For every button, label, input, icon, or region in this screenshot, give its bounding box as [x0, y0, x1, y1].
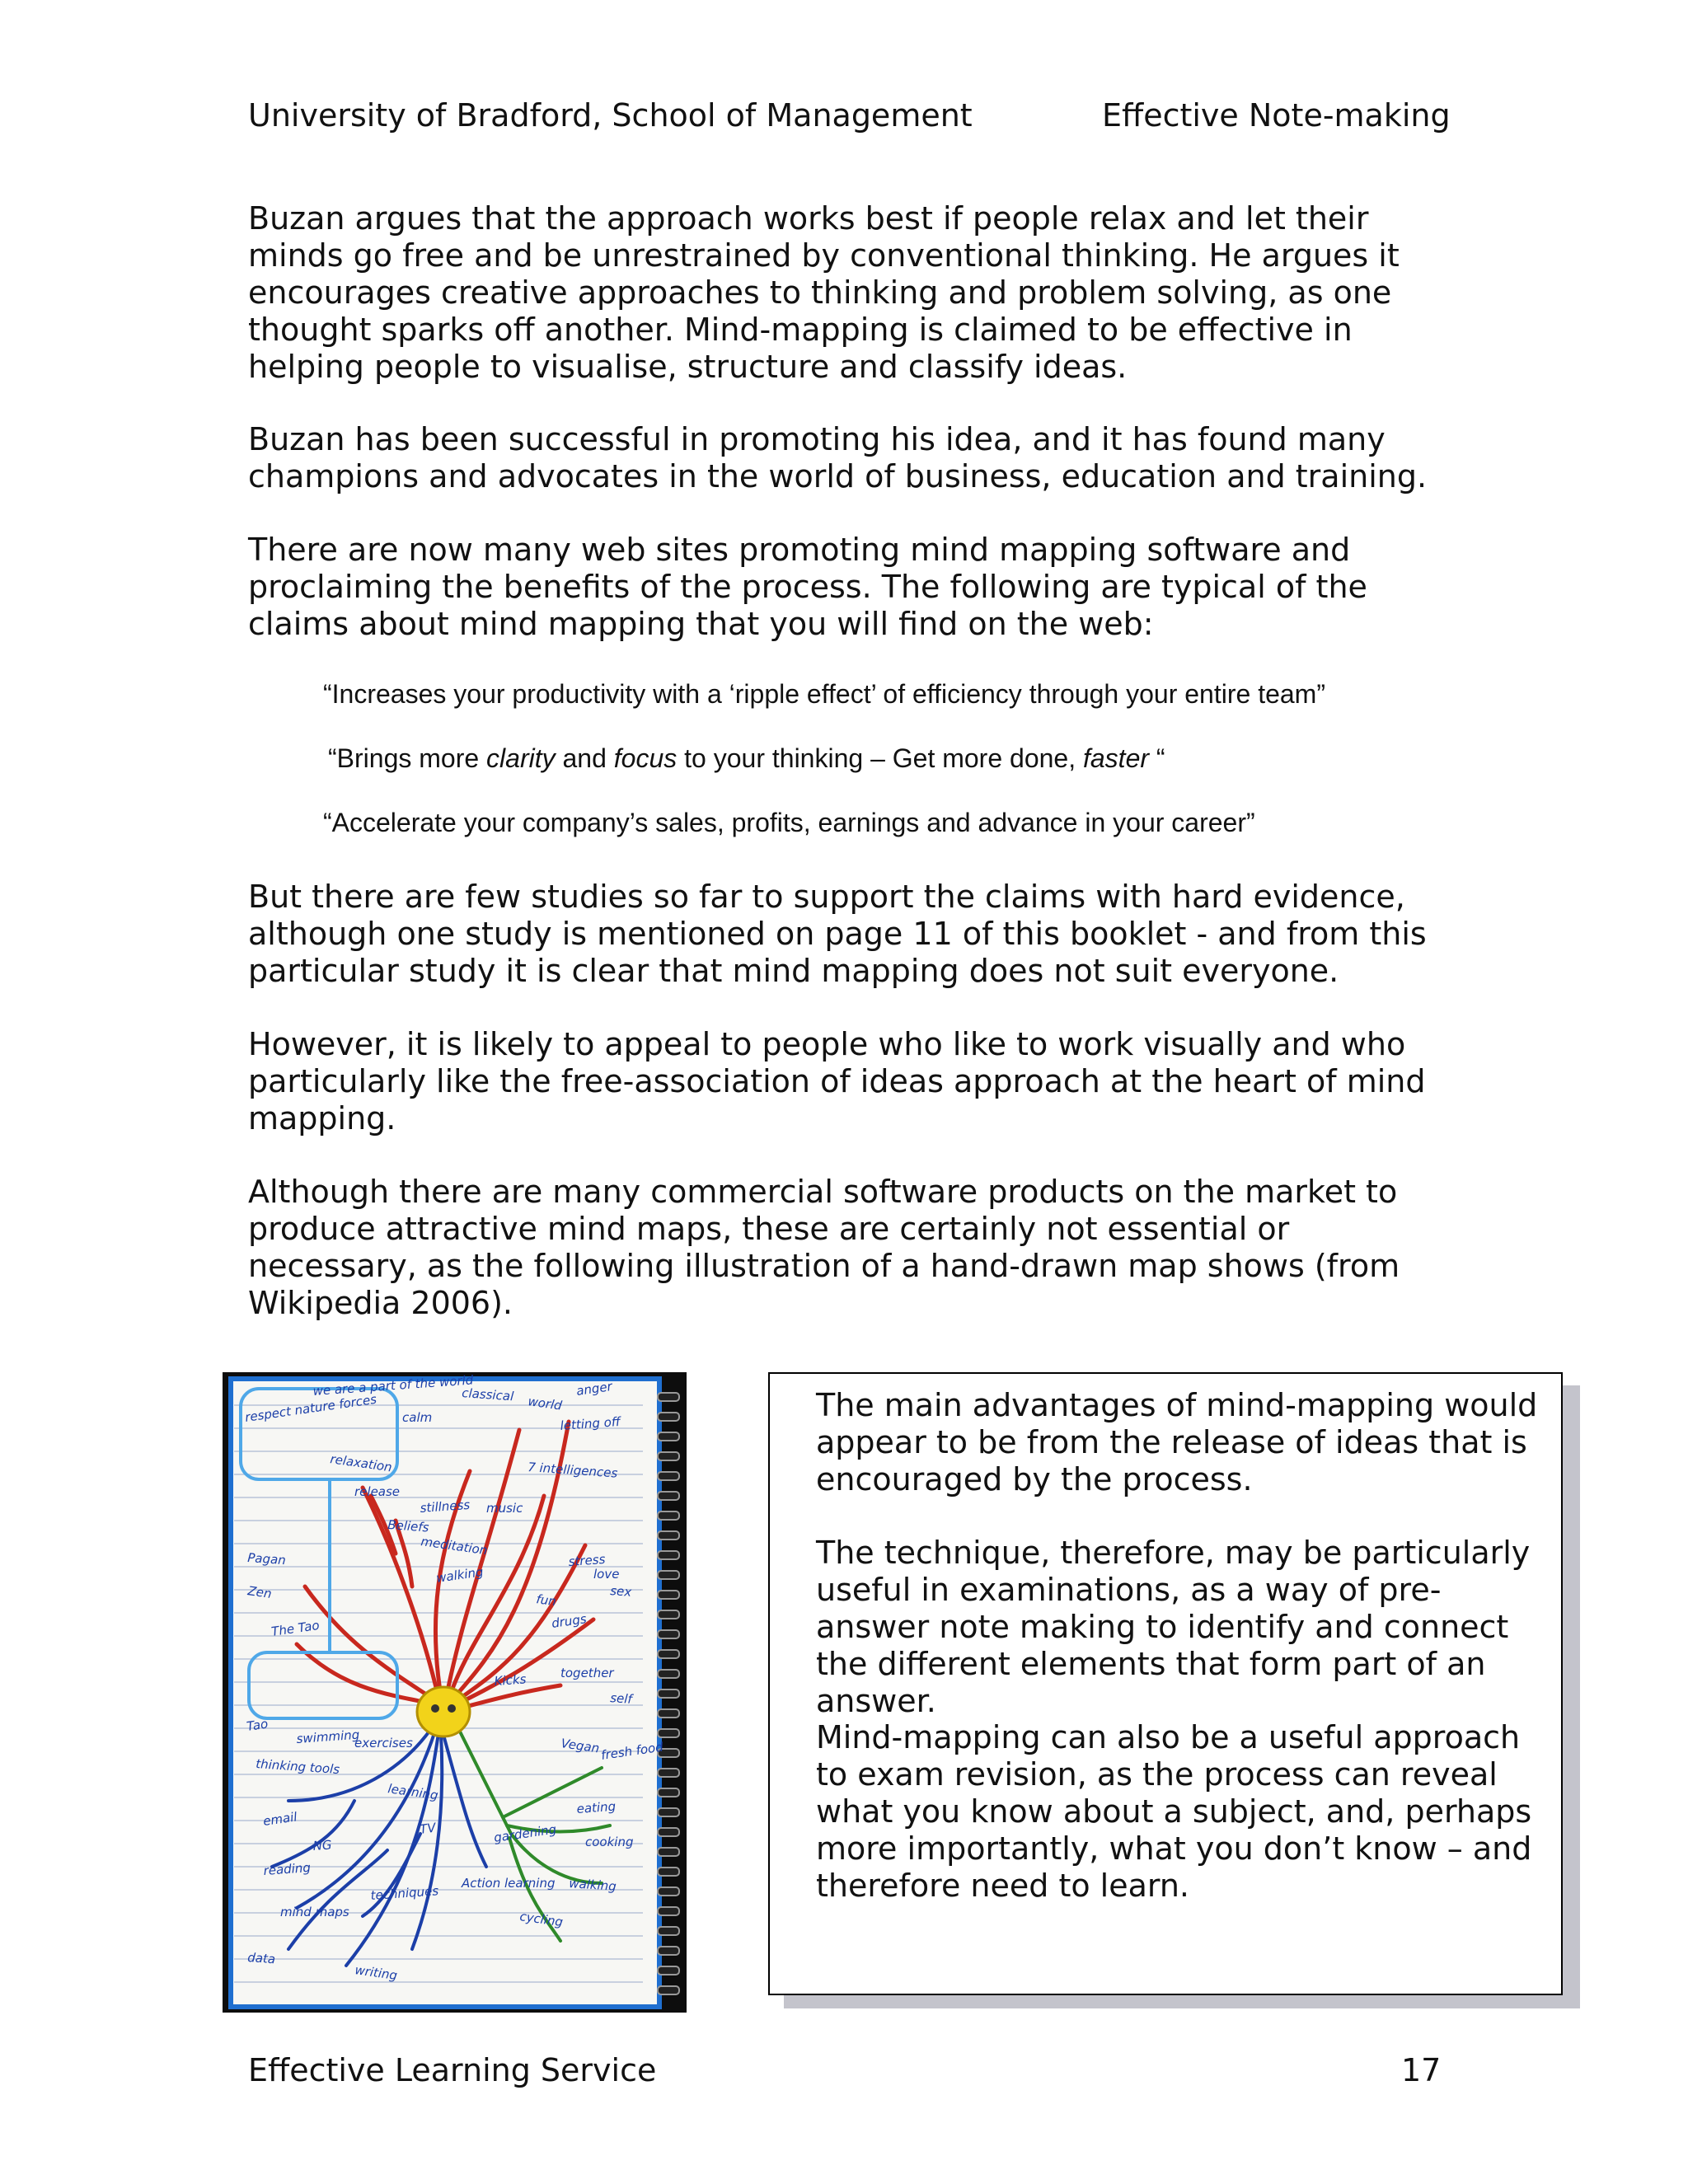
mind-map-word: letting off	[560, 1413, 621, 1433]
mind-map-word: classical	[461, 1385, 514, 1404]
paragraph-commercial-software: Although there are many commercial software products on the market to produce attractive mind maps, these are certainly not essential or necessary, as the following illustration of a hand-drawn map shows (from Wikipedia 2006).	[248, 1174, 1400, 1321]
mind-map-word: cycling	[518, 1909, 565, 1930]
quote-clarity-italic-3: faster	[1082, 743, 1150, 773]
mind-map-word: walking	[568, 1876, 617, 1895]
header-left: University of Bradford, School of Management	[248, 97, 973, 134]
mind-map-word: 7 intelligences	[527, 1460, 618, 1481]
mind-map-word: Action learning	[462, 1876, 556, 1891]
mind-map-word: Zen	[246, 1583, 273, 1601]
quote-clarity	[328, 743, 1165, 774]
mind-map-word: TV	[419, 1820, 437, 1837]
box-paragraph-technique: The technique, therefore, may be particularly useful in examinations, as a way of pre-answer note making to identify and connect the different elements that form part of an answer.	[816, 1535, 1531, 1719]
mind-map-word: email	[262, 1809, 298, 1829]
mind-map-word: Kicks	[494, 1671, 527, 1689]
mind-map-word: Tao	[246, 1716, 270, 1734]
mind-map-word: writing	[354, 1962, 399, 1984]
mind-map-word: cooking	[585, 1835, 634, 1849]
mind-map-word: sex	[609, 1583, 632, 1600]
mind-map-word: NG	[312, 1837, 333, 1854]
mind-map-word: gardening	[493, 1821, 558, 1845]
mind-map-word: data	[246, 1950, 276, 1967]
mind-map-word: stillness	[420, 1497, 471, 1516]
box-paragraph-revision: Mind-mapping can also be a useful approach to exam revision, as the process can reveal what you know about a subject, and, perhaps more importantly, what you don’t know – and therefore need to learn.	[816, 1719, 1532, 1904]
mind-map-word: Beliefs	[387, 1517, 430, 1535]
mind-map-word: world	[527, 1394, 563, 1413]
advantages-text-box	[768, 1372, 1563, 1995]
mind-map-word: The Tao	[270, 1617, 321, 1639]
page-number: 17	[1401, 2052, 1442, 2088]
mind-map-word: walking	[435, 1564, 485, 1586]
hand-drawn-mind-map-image	[223, 1372, 687, 2013]
quote-clarity-part-3: to your thinking – Get more done,	[677, 743, 1083, 773]
header-right: Effective Note-making	[1102, 97, 1451, 134]
paragraph-web-sites: There are now many web sites promoting mind mapping software and proclaiming the benefits of the process. The following are typical of the claims about mind mapping that you will find on the web:	[248, 532, 1367, 642]
mind-map-word: music	[486, 1501, 523, 1516]
quote-clarity-part-2: and	[555, 743, 614, 773]
mind-map-word: respect nature forces	[244, 1391, 378, 1425]
paragraph-few-studies: But there are few studies so far to support the claims with hard evidence, although one study is mentioned on page 11 of this booklet - and from this particular study it is clear that mind mapping does not suit everyone.	[248, 879, 1427, 989]
mind-map-word: we are a part of the world	[312, 1372, 474, 1399]
mind-map-word: together	[560, 1666, 614, 1680]
mind-map-word: Pagan	[246, 1550, 287, 1568]
mind-map-word: love	[593, 1567, 620, 1582]
footer-left: Effective Learning Service	[248, 2052, 657, 2088]
quote-clarity-italic-2: focus	[613, 743, 678, 773]
quote-clarity-part-1: “Brings more	[328, 743, 487, 773]
paragraph-buzan-argues: Buzan argues that the approach works best if people relax and let their minds go free and be unrestrained by conventional thinking. He argues it encourages creative approaches to thinking and problem solving, as one thought sparks off another. Mind-mapping is claimed to be effective in helping people to visualise, structure and classify ideas.	[248, 200, 1400, 385]
mind-map-word: swimming	[296, 1727, 360, 1746]
quote-clarity-italic-1: clarity	[486, 743, 556, 773]
mind-map-drawing	[223, 1372, 687, 2013]
mind-map-word: learning	[387, 1781, 439, 1803]
box-paragraph-advantages: The main advantages of mind-mapping would appear to be from the release of ideas that is encouraged by the process.	[816, 1387, 1538, 1497]
mind-map-word: techniques	[370, 1883, 439, 1903]
quote-productivity: “Increases your productivity with a ‘ripple effect’ of efficiency through your entire team”	[323, 679, 1325, 709]
mind-map-word: exercises	[354, 1736, 413, 1750]
mind-map-word: mind maps	[280, 1905, 349, 1919]
mind-map-word: relaxation	[329, 1451, 393, 1475]
mind-map-word: reading	[263, 1860, 312, 1878]
mind-map-word: eating	[576, 1798, 617, 1816]
mind-map-word: Vegan	[560, 1736, 601, 1756]
mind-map-word: thinking tools	[255, 1756, 340, 1778]
mind-map-word: fresh food	[600, 1739, 664, 1763]
mind-map-word: anger	[575, 1379, 613, 1399]
mind-map-word: drugs	[551, 1611, 588, 1631]
mind-map-word: self	[609, 1690, 633, 1707]
mind-map-word: stress	[568, 1551, 606, 1569]
mind-map-word: fun	[535, 1591, 558, 1610]
mind-map-word: meditation	[420, 1534, 489, 1558]
mind-map-word: calm	[402, 1410, 433, 1425]
mind-map-word: release	[354, 1484, 401, 1499]
paragraph-buzan-successful: Buzan has been successful in promoting his idea, and it has found many champions and advocates in the world of business, education and training.	[248, 421, 1428, 494]
quote-accelerate: “Accelerate your company’s sales, profits, earnings and advance in your career”	[323, 808, 1255, 837]
paragraph-however: However, it is likely to appeal to people who like to work visually and who particularly like the free-association of ideas approach at the heart of mind mapping.	[248, 1026, 1426, 1137]
quote-clarity-part-4: “	[1149, 743, 1165, 773]
